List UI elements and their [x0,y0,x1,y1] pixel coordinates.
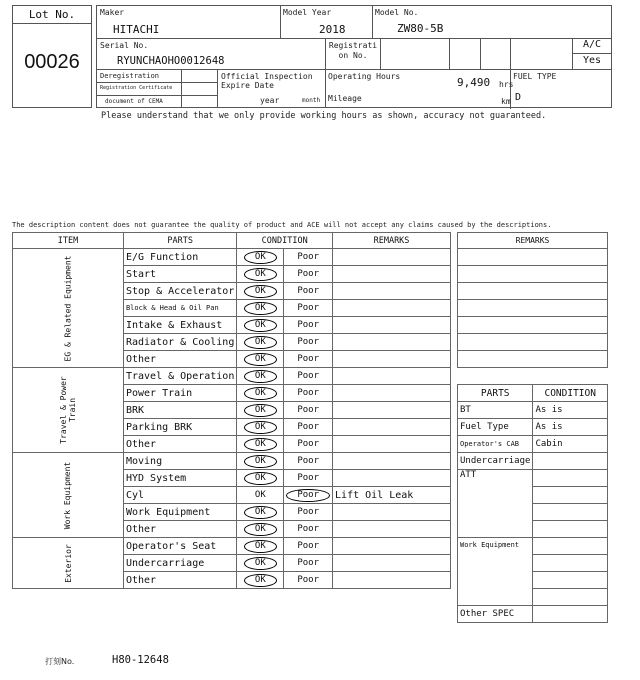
poor-label: Poor [297,557,320,568]
part-name: Undercarriage [123,555,236,572]
category-cell [13,249,124,368]
spec-part: Other SPEC [458,606,533,623]
condition-row [13,538,451,555]
year-label: year [260,96,280,105]
remarks-header: REMARKS [333,233,451,249]
poor-label: Poor [297,438,320,449]
poor-label: Poor [297,370,320,381]
spec-condition: As is [533,402,608,419]
remark-cell [333,504,451,521]
remarks-line [458,249,608,266]
condition-row [13,249,451,266]
ok-option[interactable] [237,555,284,572]
remark-cell [333,283,451,300]
ok-circled: OK [244,370,277,383]
remarks-line [458,283,608,300]
ok-circled: OK [244,319,277,332]
ok-option[interactable] [237,572,284,589]
spec-part: BT [458,402,533,419]
poor-label: Poor [297,302,320,313]
poor-option[interactable] [284,334,333,351]
part-name: Moving [123,453,236,470]
spec-condition [533,606,608,623]
poor-option[interactable] [284,555,333,572]
lot-box [12,5,92,108]
remark-cell: Lift Oil Leak [333,487,451,504]
ok-option[interactable] [237,504,284,521]
spec-condition [533,487,608,504]
ok-option[interactable] [237,487,284,504]
model-no-label: Model No. [375,8,419,17]
part-name: Other [123,436,236,453]
poor-label: Poor [297,387,320,398]
poor-option[interactable] [284,385,333,402]
fuel-type-value: D [515,92,522,103]
disclaimer-text: The description content does not guarantee the quality of product and ACE will not accept any claims caused by the descriptions. [12,221,552,229]
spec-condition: As is [533,419,608,436]
serial-label: Serial No. [100,41,149,50]
hrs-unit: hrs [499,80,514,89]
inspection-label-2: Expire Date [221,81,274,90]
ok-circled: OK [244,557,277,570]
category-label: Exterior [63,543,73,583]
ok-circled: OK [244,540,277,553]
category-label: Work Equipment [63,461,73,529]
spec-condition [533,572,608,589]
spec-condition [533,504,608,521]
poor-option[interactable] [284,453,333,470]
lot-number: 00026 [24,51,80,73]
ok-option[interactable] [237,436,284,453]
remark-cell [333,368,451,385]
category-label: Travel & Power Train [58,375,77,444]
spec-part: ATT [458,470,533,538]
maker-value: HITACHI [113,23,160,36]
poor-label: Poor [297,472,320,483]
ok-option[interactable] [237,317,284,334]
ok-option[interactable] [237,368,284,385]
poor-label: Poor [297,251,320,262]
spec-part: Work Equipment [458,538,533,606]
remark-cell [333,402,451,419]
poor-option[interactable] [284,436,333,453]
part-name: Intake & Exhaust [123,317,236,334]
km-unit: km [501,97,511,106]
operating-hours-value: 9,490 [457,76,491,89]
remark-cell [333,385,451,402]
spec-parts-header: PARTS [458,385,533,402]
condition-row [13,453,451,470]
ok-option[interactable] [237,351,284,368]
poor-option[interactable] [284,538,333,555]
part-name: BRK [123,402,236,419]
maker-label: Maker [100,8,125,17]
poor-label: Poor [297,268,320,279]
category-cell [13,453,124,538]
remark-cell [333,453,451,470]
part-name: Other [123,521,236,538]
poor-label: Poor [297,353,320,364]
remark-cell [333,419,451,436]
poor-option[interactable] [284,470,333,487]
remark-cell [333,521,451,538]
ok-circled: OK [244,506,277,519]
ac-value: Yes [582,55,602,66]
ac-label: A/C [582,39,602,50]
poor-option[interactable] [284,368,333,385]
spec-condition [533,589,608,606]
part-name: Operator's Seat [123,538,236,555]
poor-label: Poor [297,455,320,466]
model-year-value: 2018 [319,23,346,36]
poor-label: Poor [297,523,320,534]
remark-cell [333,538,451,555]
remarks-panel [457,232,608,368]
spec-part: Fuel Type [458,419,533,436]
item-header: ITEM [13,233,124,249]
model-year-label: Model Year [283,8,332,17]
poor-option[interactable] [284,402,333,419]
condition-table [12,232,451,589]
poor-option[interactable] [284,419,333,436]
stamp-label: 打刻No. [45,657,75,666]
ok-circled: OK [244,251,277,264]
spec-condition [533,555,608,572]
ok-option[interactable] [237,266,284,283]
remark-cell [333,249,451,266]
poor-label: Poor [297,574,320,585]
ok-label: OK [254,489,266,500]
ok-option[interactable] [237,419,284,436]
ok-circled: OK [244,421,277,434]
poor-option[interactable] [284,317,333,334]
spec-condition [533,538,608,555]
ok-circled: OK [244,574,277,587]
remark-cell [333,470,451,487]
part-name: HYD System [123,470,236,487]
poor-option[interactable] [284,266,333,283]
part-name: Cyl [123,487,236,504]
part-name: Other [123,351,236,368]
deregistration-label: Deregistration [100,72,160,80]
ok-option[interactable] [237,283,284,300]
operating-hours-label: Operating Hours [328,72,401,81]
poor-circled: Poor [286,489,330,502]
category-cell [13,538,124,589]
vehicle-info-box [96,5,612,108]
remark-cell [333,334,451,351]
poor-option[interactable] [284,487,333,504]
poor-option[interactable] [284,504,333,521]
poor-label: Poor [297,421,320,432]
mileage-label: Mileage [328,94,362,103]
part-name: Other [123,572,236,589]
ok-option[interactable] [237,453,284,470]
inspection-label-1: Official Inspection [221,72,313,81]
spec-condition [533,453,608,470]
category-label: EG & Related Equipment [63,255,73,361]
poor-label: Poor [297,404,320,415]
hours-notice: Please understand that we only provide working hours as shown, accuracy not guaranteed. [101,111,547,121]
remark-cell [333,266,451,283]
ok-circled: OK [244,285,277,298]
ok-option[interactable] [237,521,284,538]
poor-label: Poor [297,319,320,330]
registration-label: Registrati on No. [328,41,378,60]
ok-option[interactable] [237,385,284,402]
poor-option[interactable] [284,521,333,538]
remarks-line [458,317,608,334]
ok-circled: OK [244,455,277,468]
poor-label: Poor [297,336,320,347]
part-name: Parking BRK [123,419,236,436]
fuel-type-label: FUEL TYPE [513,72,557,81]
remark-cell [333,436,451,453]
condition-row [13,368,451,385]
poor-option[interactable] [284,249,333,266]
part-name: Work Equipment [123,504,236,521]
remark-cell [333,351,451,368]
ok-circled: OK [244,472,277,485]
cema-label: document of CEMA [105,98,163,105]
ok-circled: OK [244,302,277,315]
lot-label: Lot No. [28,8,76,21]
poor-option[interactable] [284,283,333,300]
poor-option[interactable] [284,572,333,589]
remarks-panel-header: REMARKS [458,233,608,249]
spec-condition [533,470,608,487]
spec-condition [533,521,608,538]
ok-circled: OK [244,438,277,451]
ok-circled: OK [244,523,277,536]
part-name: Power Train [123,385,236,402]
part-name: Start [123,266,236,283]
poor-option[interactable] [284,300,333,317]
spec-table [457,384,608,623]
ok-circled: OK [244,336,277,349]
spec-condition-header: CONDITION [533,385,608,402]
part-name: Travel & Operation [123,368,236,385]
ok-circled: OK [244,268,277,281]
part-name: Block & Head & Oil Pan [123,300,236,317]
remarks-line [458,266,608,283]
remark-cell [333,572,451,589]
part-name: Radiator & Cooling [123,334,236,351]
registration-certificate-label: Registration Certificate [100,85,173,91]
ok-option[interactable] [237,402,284,419]
remarks-line [458,300,608,317]
ok-option[interactable] [237,300,284,317]
month-label: month [302,97,321,104]
ok-option[interactable] [237,334,284,351]
spec-part: Undercarriage [458,453,533,470]
poor-option[interactable] [284,351,333,368]
model-no-value: ZW80-5B [397,22,444,35]
remark-cell [333,555,451,572]
ok-option[interactable] [237,470,284,487]
ok-option[interactable] [237,249,284,266]
remark-cell [333,317,451,334]
part-name: Stop & Accelerator [123,283,236,300]
category-cell [13,368,124,453]
part-name: E/G Function [123,249,236,266]
condition-header: CONDITION [237,233,333,249]
parts-header: PARTS [123,233,236,249]
remark-cell [333,300,451,317]
remarks-line [458,334,608,351]
ok-circled: OK [244,404,277,417]
ok-circled: OK [244,387,277,400]
spec-part: Operator's CAB [458,436,533,453]
remarks-line [458,351,608,368]
serial-value: RYUNCHAOHO0012648 [117,55,225,67]
stamp-value: H80-12648 [112,654,169,666]
spec-condition: Cabin [533,436,608,453]
ok-option[interactable] [237,538,284,555]
poor-label: Poor [297,506,320,517]
ok-circled: OK [244,353,277,366]
poor-label: Poor [297,285,320,296]
poor-label: Poor [297,540,320,551]
